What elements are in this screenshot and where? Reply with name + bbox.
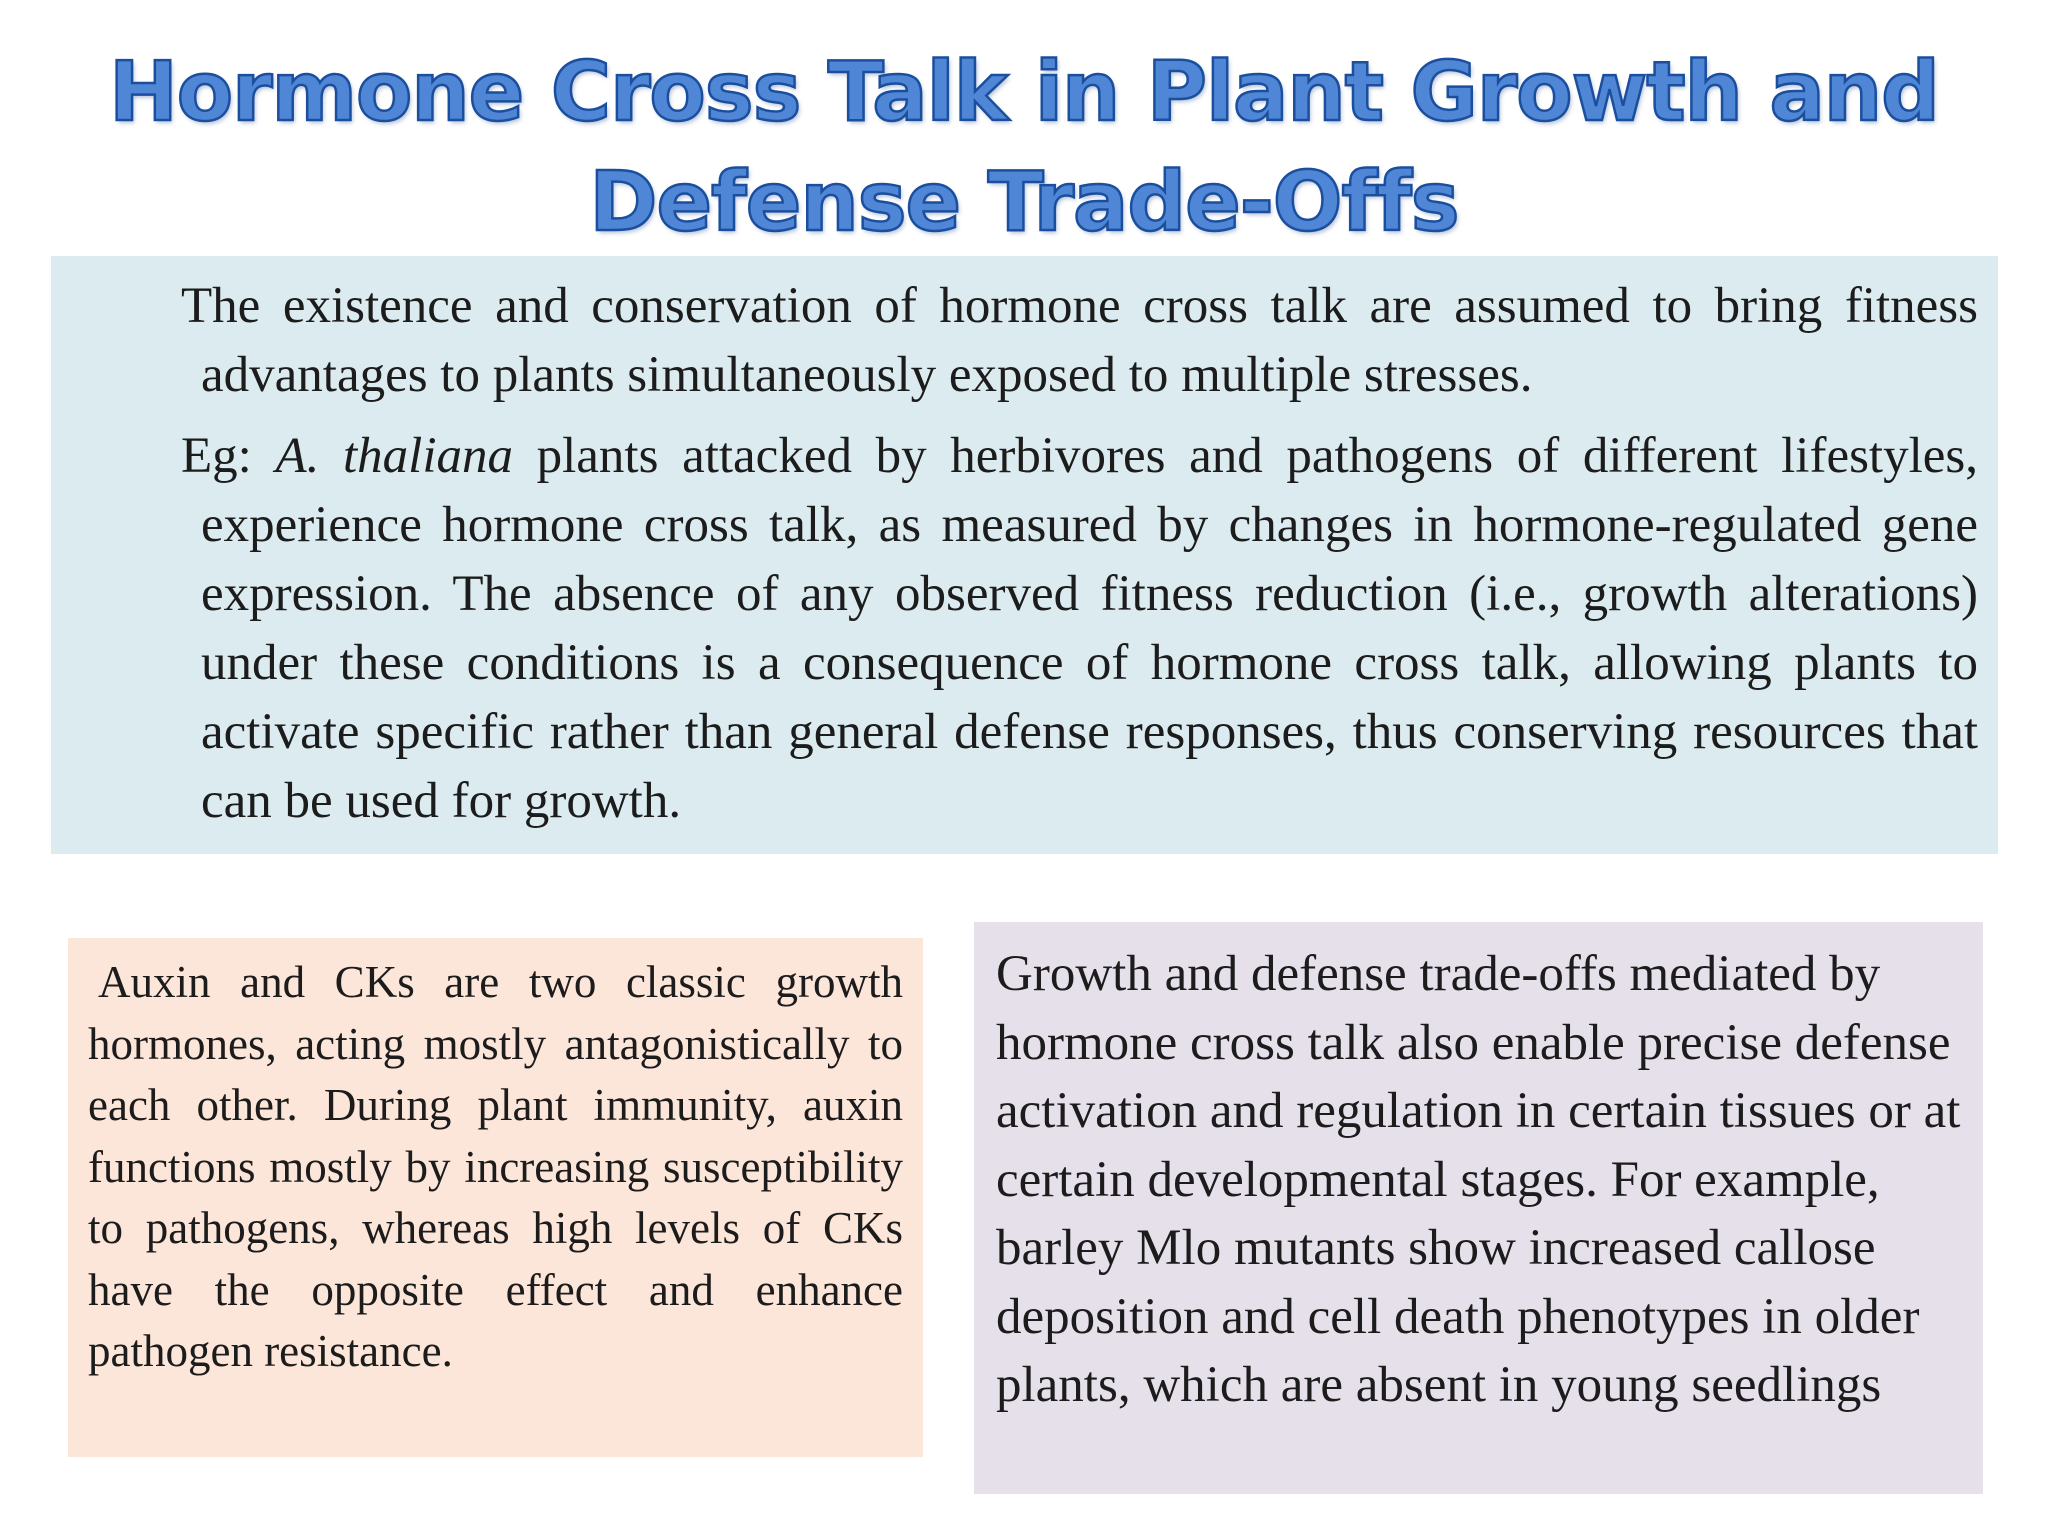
fitness-advantage-paragraph: The existence and conservation of hormone cross talk are assumed to bring fitness advantages to plants simultaneously exposed to multiple stresses.: [181, 278, 1978, 403]
example-body: plants attacked by herbivores and pathogens of different lifestyles, experience hormone cross talk, as measured by changes in hormone-regulated gene expression. The absence of any observed fitness reduction (i.e., growth alterations) under these conditions is a consequence of hormone cross talk, allowing plants to activate specific rather than general defense responses, thus conserving resources that can be used for growth.: [201, 428, 1979, 829]
slide-title-line-2: Defense Trade-Offs: [589, 155, 1459, 250]
auxin-ck-paragraph: Auxin and CKs are two classic growth hormones, acting mostly antagonistically to each other. During plant immunity, auxin functions mostly by increasing susceptibility to pathogens, whereas high levels of CKs have the opposite effect and enhance pathogen resistance.: [88, 957, 903, 1376]
example-paragraph: [181, 422, 1978, 836]
slide-title-line-1: Hormone Cross Talk in Plant Growth and: [109, 45, 1939, 140]
trade-off-paragraph: Growth and defense trade-offs mediated by hormone cross talk also enable precise defense activation and regulation in certain tissues or at certain developmental stages. For example, barley Mlo mutants show increased callose deposition and cell death phenotypes in older plants, which are absent in young seedlings: [996, 946, 1961, 1413]
auxin-ck-text-box: [68, 938, 923, 1457]
species-name: A. thaliana: [275, 428, 513, 484]
example-prefix: Eg:: [181, 428, 276, 484]
top-text-box: [51, 256, 1998, 854]
slide-title: [0, 38, 2048, 258]
trade-off-text-box: [974, 922, 1983, 1494]
